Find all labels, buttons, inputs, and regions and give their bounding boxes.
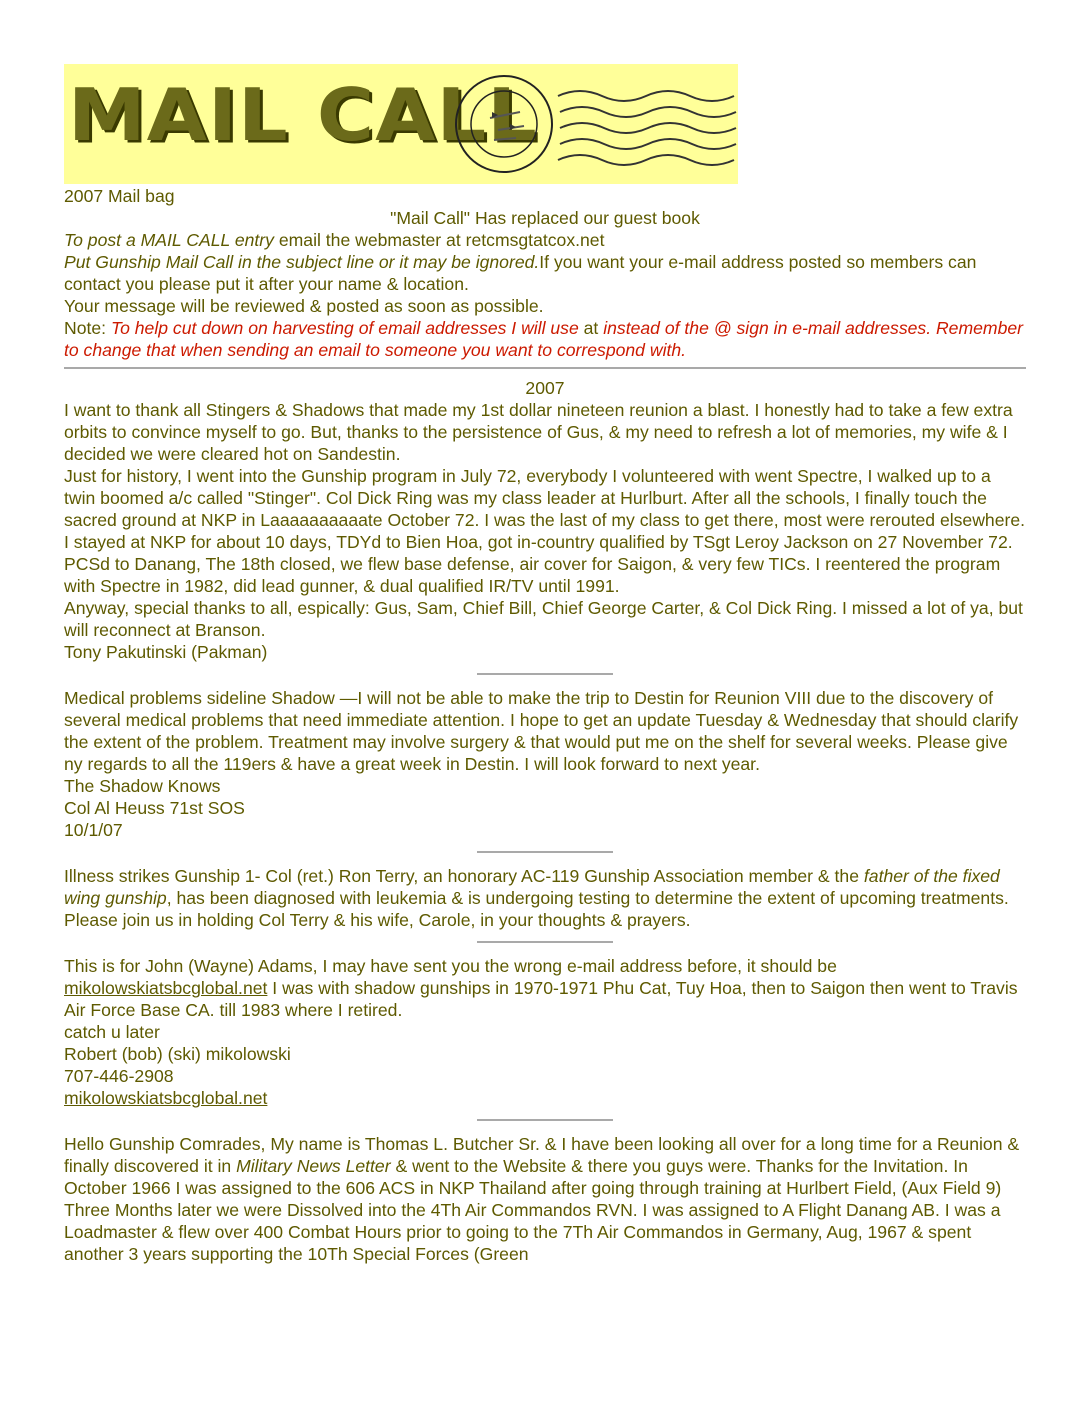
post-instructions bbox=[64, 229, 1026, 251]
entry-signature: Col Al Heuss 71st SOS bbox=[64, 798, 245, 818]
email-link[interactable]: mikolowskiatsbcglobal.net bbox=[64, 1088, 268, 1108]
entry-text-italic: father of the fixed wing gunship bbox=[64, 866, 1000, 908]
entry-text: Hello Gunship Comrades, My name is Thomas L. Butcher Sr. & I have been looking all over for a long time for a Reunion & finally discovered it in bbox=[64, 1134, 1020, 1176]
entry-paragraph: Medical problems sideline Shadow —I will not be able to make the trip to Destin for Reunion VIII due to the discovery of several medical problems that need immediate attention. I hope to get an update Tuesday & Wednesday that should clarify the extent of the problem. Treatment may involve surgery & that would put me on the shelf for several weeks. Please give ny regards to all the 119ers & have a great week in Destin. I will look forward to next year. bbox=[64, 688, 1019, 774]
page-subtitle: "Mail Call" Has replaced our guest book bbox=[390, 208, 700, 228]
entry-paragraph: Just for history, I went into the Gunship program in July 72, everybody I volunteered with went Spectre, I walked up to a twin boomed a/c called "Stinger". Col Dick Ring was my class leader at Hurlburt. After all the schools, I finally touch the sacred ground at NKP in Laaaaaaaaaate October 72. I was the last of my class to get there, most were rerouted elsewhere. I stayed at NKP for about 10 days, TDYd to Bien Hoa, got in-country qualified by TSgt Leroy Jackson on 27 November 72. PCSd to Danang, The 18th closed, we flew base defense, air cover for Saigon, & very few TICs. I reentered the program with Spectre in 1982, did lead gunner, & dual qualified IR/TV until 1991. bbox=[64, 466, 1026, 596]
review-notice: Your message will be reviewed & posted as soon as possible. bbox=[64, 296, 544, 316]
entry-signature: Tony Pakutinski (Pakman) bbox=[64, 642, 268, 662]
entry-phone: 707-446-2908 bbox=[64, 1066, 174, 1086]
entry-signature: catch u later bbox=[64, 1022, 160, 1042]
entry-text: I was with shadow gunships in 1970-1971 Phu Cat, Tuy Hoa, then to Saigon then went to Travis Air Force Base CA. till 1983 where I retired. bbox=[64, 978, 1018, 1020]
mail-entry-terry bbox=[64, 865, 1026, 931]
mail-entry-heuss bbox=[64, 687, 1026, 841]
note-red-text-2: instead of the @ sign in e-mail addresses. Remember to change that when sending an email to someone you want to correspond with. bbox=[64, 318, 1023, 360]
mail-entry-pakutinski bbox=[64, 399, 1026, 663]
post-instruction-text: email the webmaster at retcmsgtatcox.net bbox=[273, 230, 605, 250]
entry-divider bbox=[477, 673, 613, 675]
section-divider bbox=[64, 367, 1026, 369]
postmark-stamp-icon bbox=[450, 68, 740, 180]
entry-signature: Robert (bob) (ski) mikolowski bbox=[64, 1044, 291, 1064]
entry-date: 10/1/07 bbox=[64, 820, 123, 840]
note-label: Note: bbox=[64, 318, 111, 338]
entry-signature: The Shadow Knows bbox=[64, 776, 221, 796]
mail-entry-butcher bbox=[64, 1133, 1026, 1265]
mail-bag-year: 2007 Mail bag bbox=[64, 186, 175, 206]
entry-paragraph bbox=[64, 865, 1026, 931]
email-link[interactable]: mikolowskiatsbcglobal.net bbox=[64, 978, 268, 998]
note-at: at bbox=[583, 318, 599, 338]
entry-text-italic: Military News Letter bbox=[236, 1156, 391, 1176]
entry-paragraph: I want to thank all Stingers & Shadows that made my 1st dollar nineteen reunion a blast. I honestly had to take a few extra orbits to convince myself to go. But, thanks to the persistence of Gus, & my need to refresh a lot of memories, my wife & I decided we were cleared hot on Sandestin. bbox=[64, 400, 1013, 464]
subject-instruction-italic: Put Gunship Mail Call in the subject line or it may be ignored. bbox=[64, 252, 540, 272]
entry-divider bbox=[477, 1119, 613, 1121]
entry-paragraph bbox=[64, 1133, 1026, 1265]
post-instruction-italic: To post a MAIL CALL entry bbox=[64, 230, 274, 250]
subject-instruction-text: If you want your e-mail address posted so members can contact you please put it after your name & location. bbox=[64, 252, 977, 294]
banner-title: MAIL CALL bbox=[68, 74, 538, 158]
mail-bag-content bbox=[64, 185, 1026, 1265]
entry-divider bbox=[477, 851, 613, 853]
entry-text: Illness strikes Gunship 1- Col (ret.) Ron Terry, an honorary AC-119 Gunship Association member & the bbox=[64, 866, 864, 886]
subject-instructions bbox=[64, 251, 1026, 295]
entry-paragraph: Anyway, special thanks to all, espically: Gus, Sam, Chief Bill, Chief George Carter, & Col Dick Ring. I missed a lot of ya, but will reconnect at Branson. bbox=[64, 598, 1023, 640]
email-note bbox=[64, 317, 1026, 361]
note-red-text: To help cut down on harvesting of email addresses I will use bbox=[110, 318, 584, 338]
entry-divider bbox=[477, 941, 613, 943]
mail-entry-mikolowski bbox=[64, 955, 1026, 1109]
entry-email bbox=[64, 1087, 1026, 1109]
mail-call-banner bbox=[64, 64, 738, 184]
entry-text: & went to the Website & there you guys were. Thanks for the Invitation. In October 1966 I was assigned to the 606 ACS in NKP Thailand after going through training at Hurlbert Field, (Aux Field 9) Three Months later we were Dissolved into the 4Th Air Commandos RVN. I was assigned to A Flight Danang AB. I was a Loadmaster & flew over 400 Combat Hours prior to going to the 7Th Air Commandos in Germany, Aug, 1967 & spent another 3 years supporting the 10Th Special Forces (Green bbox=[64, 1156, 1002, 1264]
entry-paragraph bbox=[64, 955, 1026, 1021]
entry-text: This is for John (Wayne) Adams, I may have sent you the wrong e-mail address before, it should be bbox=[64, 956, 837, 976]
year-heading: 2007 bbox=[525, 378, 565, 398]
entry-text: , has been diagnosed with leukemia & is undergoing testing to determine the extent of upcoming treatments. Please join us in holding Col Terry & his wife, Carole, in your thoughts & prayers. bbox=[64, 888, 1009, 930]
